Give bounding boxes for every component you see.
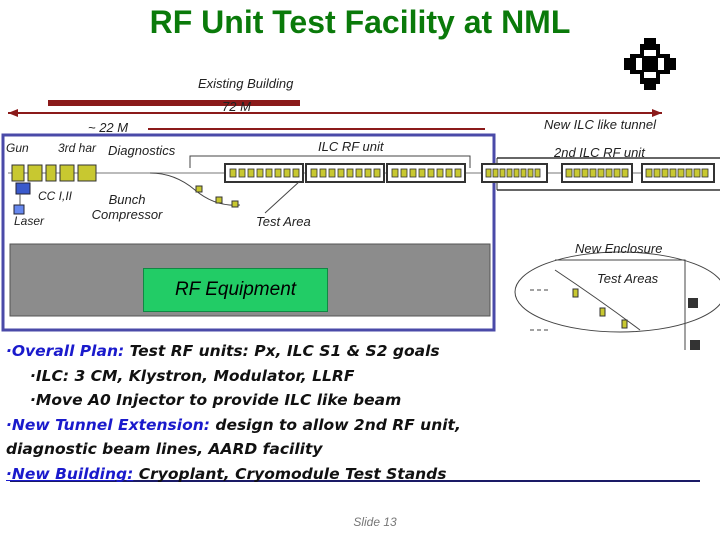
rf-equipment-box: RF Equipment: [143, 268, 328, 312]
test-areas-label: Test Areas: [597, 271, 659, 286]
length-22m-label: ~ 22 M: [88, 120, 129, 135]
ilc-rf-unit-label: ILC RF unit: [318, 139, 384, 154]
page-title: RF Unit Test Facility at NML: [149, 4, 571, 40]
laser-label: Laser: [14, 214, 45, 228]
slide-number: Slide 13: [353, 515, 397, 529]
existing-building-label: Existing Building: [198, 76, 294, 91]
bullet-overall-plan: ·Overall Plan: Test RF units: Px, ILC S1 & S2 goals: [6, 342, 440, 360]
diagnostics-label: Diagnostics: [108, 143, 176, 158]
length-72m-label: 72 M: [222, 99, 251, 114]
new-tunnel-label: New ILC like tunnel: [544, 117, 656, 132]
second-ilc-rf-unit-label: 2nd ILC RF unit: [554, 145, 645, 160]
cc-label: CC I,II: [38, 189, 73, 203]
bullet-new-building: ·New Building: Cryoplant, Cryomodule Test Stands: [6, 464, 447, 483]
gun-label: Gun: [6, 141, 29, 155]
bullet-new-tunnel-cont: diagnostic beam lines, AARD facility: [6, 440, 323, 458]
bunch-compressor-label: Bunch Compressor: [91, 192, 163, 222]
new-enclosure-label: New Enclosure: [575, 241, 663, 256]
third-har-label: 3rd har: [58, 141, 97, 155]
plan-bullets: [6, 339, 461, 486]
bullet-ilc: ·ILC: 3 CM, Klystron, Modulator, LLRF: [30, 366, 355, 385]
existing-building-bar: [48, 100, 300, 106]
bullet-new-tunnel: ·New Tunnel Extension: design to allow 2nd RF unit,: [6, 415, 461, 434]
bullet-move-a0: ·Move A0 Injector to provide ILC like beam: [30, 391, 402, 409]
test-area-label: Test Area: [256, 214, 311, 229]
